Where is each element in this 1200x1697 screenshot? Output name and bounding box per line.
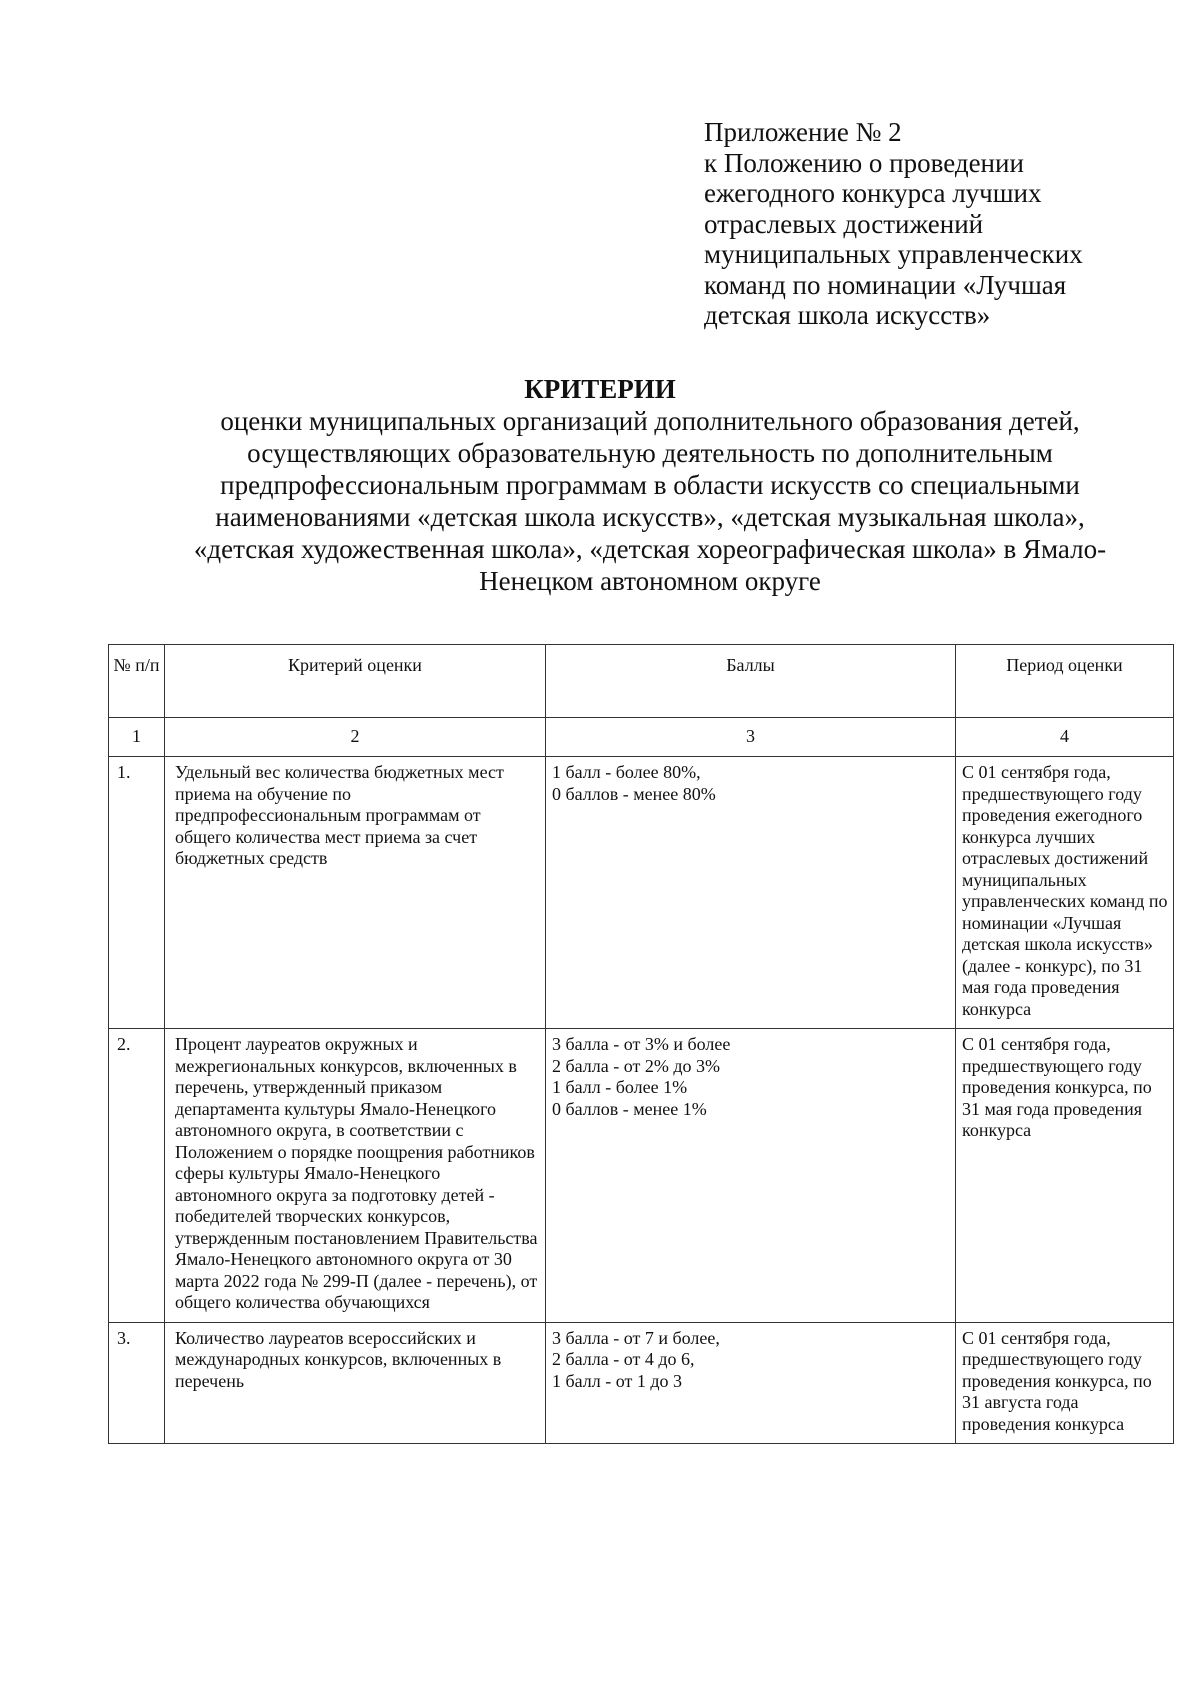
- row-period: С 01 сентября года, предшествующего году проведения конкурса, по 31 августа года проведения конкурса: [956, 1322, 1174, 1444]
- subtitle-line: наименованиями «детская школа искусств», «детская музыкальная школа»,: [215, 502, 1085, 532]
- appendix-line: отраслевых достижений: [704, 208, 984, 239]
- appendix-line: к Положению о проведении: [704, 147, 1024, 178]
- row-criterion: Процент лауреатов окружных и межрегиональных конкурсов, включенных в перечень, утвержденный приказом департамента культуры Ямало-Ненецкого автономного округа, в соответствии с Положением о порядке поощрения работников сферы культуры Ямало-Ненецкого автономного округа за подготовку детей - победителей творческих конкурсов, утвержденным постановлением Правительства Ямало-Ненецкого автономного округа от 30 марта 2022 года № 299-П (далее - перечень), от общего количества обучающихся: [165, 1029, 546, 1323]
- column-number: 2: [165, 718, 546, 757]
- table-header-row: [109, 645, 1174, 718]
- header-period: Период оценки: [956, 645, 1174, 718]
- row-points: 3 балла - от 3% и более 2 балла - от 2% до 3% 1 балл - более 1% 0 баллов - менее 1%: [546, 1029, 956, 1323]
- subtitle-line: предпрофессиональным программам в области искусств со специальными: [220, 470, 1080, 500]
- table-row: [109, 1029, 1174, 1323]
- appendix-line: Приложение № 2: [704, 117, 902, 147]
- column-number-row: [109, 718, 1174, 757]
- appendix-line: детская школа искусств»: [704, 300, 991, 330]
- subtitle-line: осуществляющих образовательную деятельность по дополнительным: [247, 438, 1053, 468]
- row-points: 1 балл - более 80%, 0 баллов - менее 80%: [546, 757, 956, 1029]
- subtitle-line: оценки муниципальных организаций дополнительного образования детей,: [220, 406, 1080, 436]
- appendix-line: муниципальных управленческих: [704, 239, 1083, 269]
- appendix-note: [704, 117, 1174, 331]
- appendix-line: ежегодного конкурса лучших: [704, 178, 1042, 208]
- row-period: С 01 сентября года, предшествующего году проведения конкурса, по 31 мая года проведения конкурса: [956, 1029, 1174, 1323]
- header-criterion: Критерий оценки: [165, 645, 546, 718]
- header-points: Баллы: [546, 645, 956, 718]
- row-criterion: Количество лауреатов всероссийских и международных конкурсов, включенных в перечень: [165, 1322, 546, 1444]
- column-number: 1: [109, 718, 165, 757]
- criteria-table: [108, 644, 1174, 1444]
- document-subtitle: [150, 405, 1150, 597]
- row-number: 2.: [109, 1029, 165, 1323]
- row-points: 3 балла - от 7 и более, 2 балла - от 4 до 6, 1 балл - от 1 до 3: [546, 1322, 956, 1444]
- table-row: [109, 757, 1174, 1029]
- row-number: 3.: [109, 1322, 165, 1444]
- header-number: № п/п: [109, 645, 165, 718]
- document-title: КРИТЕРИИ: [524, 374, 676, 404]
- appendix-line: команд по номинации «Лучшая: [704, 269, 1067, 300]
- table-row: [109, 1322, 1174, 1444]
- subtitle-line: Ненецком автономном округе: [479, 566, 821, 596]
- column-number: 4: [956, 718, 1174, 757]
- row-period: С 01 сентября года, предшествующего году проведения ежегодного конкурса лучших отраслевых достижений муниципальных управленческих команд по номинации «Лучшая детская школа искусств» (далее - конкурс), по 31 мая года проведения конкурса: [956, 757, 1174, 1029]
- subtitle-line: «детская художественная школа», «детская хореографическая школа» в Ямало-: [193, 534, 1107, 564]
- row-number: 1.: [109, 757, 165, 1029]
- row-criterion: Удельный вес количества бюджетных мест приема на обучение по предпрофессиональным программам от общего количества мест приема за счет бюджетных средств: [165, 757, 546, 1029]
- column-number: 3: [546, 718, 956, 757]
